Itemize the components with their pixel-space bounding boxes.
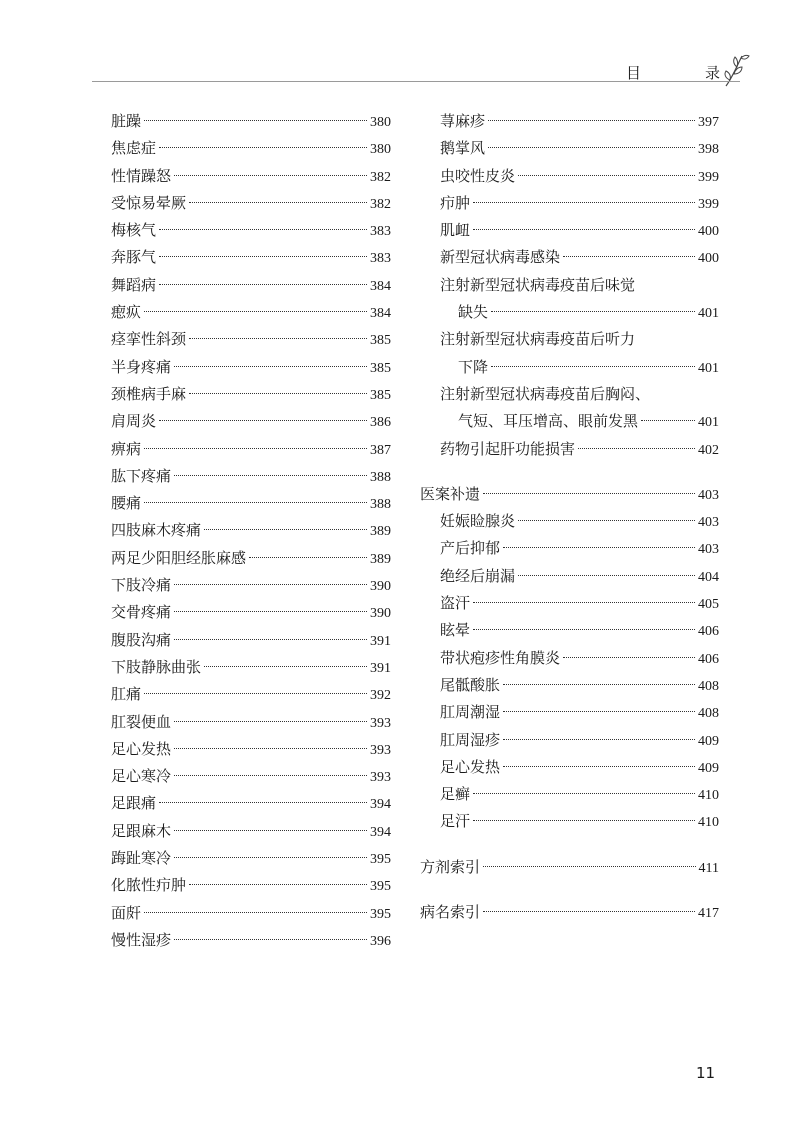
toc-entry-page: 393 — [370, 770, 391, 786]
toc-entry[interactable] — [111, 463, 391, 490]
toc-entry-page: 401 — [698, 306, 719, 322]
toc-entry-label: 面皯 — [111, 903, 142, 922]
leader-dots — [483, 911, 695, 912]
leader-dots — [563, 256, 695, 257]
plant-sprig-icon — [722, 52, 752, 88]
toc-entry-page: 390 — [370, 606, 391, 622]
toc-entry-label: 四肢麻木疼痛 — [111, 521, 202, 540]
leader-dots — [174, 639, 367, 640]
toc-entry-label: 腹股沟痛 — [111, 630, 172, 649]
leader-dots — [491, 311, 695, 312]
toc-entry-label: 虫咬性皮炎 — [440, 166, 516, 185]
toc-entry[interactable] — [111, 927, 391, 954]
toc-entry-label: 奔豚气 — [111, 248, 157, 267]
toc-entry-label: 下肢静脉曲张 — [111, 657, 202, 676]
toc-entry-label: 足跟痛 — [111, 794, 157, 813]
toc-entry-label: 肌衄 — [440, 221, 471, 240]
leader-dots — [473, 602, 695, 603]
toc-entry-page: 389 — [370, 524, 391, 540]
leader-dots — [491, 366, 695, 367]
section-label: 方剂索引 — [420, 857, 481, 876]
toc-entry[interactable] — [111, 272, 391, 299]
toc-entry-label: 新型冠状病毒感染 — [440, 248, 561, 267]
toc-entry-page: 408 — [698, 678, 719, 694]
toc-entry-multiline[interactable] — [420, 272, 719, 327]
toc-entry[interactable] — [111, 217, 391, 244]
leader-dots — [204, 666, 367, 667]
toc-entry-page: 404 — [698, 569, 719, 585]
toc-entry-label-line2: 下降 — [458, 357, 489, 376]
toc-entry[interactable] — [111, 654, 391, 681]
leader-dots — [174, 721, 367, 722]
leader-dots — [174, 611, 367, 612]
toc-entry-label: 肱下疼痛 — [111, 466, 172, 485]
toc-entry[interactable] — [420, 727, 719, 754]
leader-dots — [144, 448, 367, 449]
leader-dots — [144, 311, 367, 312]
toc-entry[interactable] — [111, 381, 391, 408]
leader-dots — [473, 793, 695, 794]
running-header-title — [626, 62, 720, 83]
leader-dots — [159, 802, 367, 803]
toc-entry[interactable] — [111, 436, 391, 463]
toc-entry-label-line1: 注射新型冠状病毒疫苗后胸闷、 — [440, 384, 651, 403]
toc-entry[interactable] — [420, 436, 719, 463]
section-label: 医案补遗 — [420, 484, 481, 503]
toc-entry-page: 405 — [698, 597, 719, 613]
toc-entry-label: 足跟麻木 — [111, 821, 172, 840]
toc-entry-label: 半身疼痛 — [111, 357, 172, 376]
toc-entry-page: 393 — [370, 715, 391, 731]
toc-entry[interactable] — [111, 326, 391, 353]
toc-entry[interactable] — [420, 645, 719, 672]
toc-entry-page: 396 — [370, 933, 391, 949]
toc-entry-label: 交骨疼痛 — [111, 603, 172, 622]
toc-entry-label: 化脓性疖肿 — [111, 876, 187, 895]
leader-dots — [189, 884, 367, 885]
toc-entry[interactable] — [420, 699, 719, 726]
toc-entry-page: 382 — [370, 169, 391, 185]
toc-entry-page: 393 — [370, 742, 391, 758]
toc-entry-page: 397 — [698, 115, 719, 130]
toc-entry-page: 380 — [370, 115, 391, 130]
toc-entry-page: 408 — [698, 706, 719, 722]
leader-dots — [174, 857, 367, 858]
leader-dots — [488, 147, 695, 148]
toc-entry-label: 药物引起肝功能损害 — [440, 439, 576, 458]
toc-entry[interactable] — [111, 135, 391, 162]
section-page: 403 — [698, 487, 719, 503]
header-rule — [92, 81, 740, 82]
toc-entry-label: 瘛疭 — [111, 303, 142, 322]
leader-dots — [174, 584, 367, 585]
toc-entry-label: 绝经后崩漏 — [440, 566, 516, 585]
leader-dots — [144, 693, 367, 694]
toc-entry-label: 产后抑郁 — [440, 539, 501, 558]
leader-dots — [249, 557, 367, 558]
leader-dots — [488, 120, 695, 121]
leader-dots — [174, 939, 367, 940]
toc-entry-multiline[interactable] — [420, 381, 719, 436]
toc-entry-label: 踇趾寒冷 — [111, 849, 172, 868]
toc-entry-page: 392 — [370, 688, 391, 704]
toc-entry-page: 385 — [370, 387, 391, 403]
toc-entry-page: 403 — [698, 515, 719, 531]
toc-entry-label: 两足少阳胆经胀麻感 — [111, 548, 247, 567]
toc-entry-label: 带状疱疹性角膜炎 — [440, 648, 561, 667]
toc-entry-label: 痉挛性斜颈 — [111, 330, 187, 349]
leader-dots — [518, 175, 695, 176]
toc-entry-label: 足汗 — [440, 812, 471, 831]
toc-entry-page: 400 — [698, 251, 719, 267]
toc-entry[interactable] — [111, 108, 391, 135]
toc-entry[interactable] — [111, 709, 391, 736]
toc-entry[interactable] — [420, 508, 719, 535]
toc-entry-page: 410 — [698, 815, 719, 831]
leader-dots — [174, 775, 367, 776]
toc-entry-line2 — [420, 354, 719, 381]
toc-entry[interactable] — [111, 545, 391, 572]
toc-entry[interactable] — [111, 790, 391, 817]
toc-entry-page: 406 — [698, 651, 719, 667]
toc-entry[interactable] — [111, 627, 391, 654]
toc-entry-page: 383 — [370, 251, 391, 267]
toc-entry[interactable] — [111, 872, 391, 899]
leader-dots — [473, 202, 695, 203]
toc-entry-page: 395 — [370, 906, 391, 922]
toc-entry-page: 402 — [698, 442, 719, 458]
leader-dots — [189, 393, 367, 394]
toc-entry-page: 409 — [698, 760, 719, 776]
toc-entry-page: 384 — [370, 278, 391, 294]
toc-entry-page: 386 — [370, 415, 391, 431]
section-page: 411 — [698, 860, 719, 876]
toc-entry[interactable] — [420, 563, 719, 590]
leader-dots — [473, 229, 695, 230]
toc-entry-label: 妊娠睑腺炎 — [440, 512, 516, 531]
leader-dots — [159, 229, 367, 230]
toc-entry[interactable] — [111, 517, 391, 544]
toc-entry-page: 385 — [370, 333, 391, 349]
leader-dots — [503, 547, 695, 548]
toc-entry-page: 395 — [370, 879, 391, 895]
toc-entry[interactable] — [111, 354, 391, 381]
leader-dots — [189, 338, 367, 339]
toc-entry[interactable] — [111, 900, 391, 927]
toc-entry-page: 384 — [370, 306, 391, 322]
toc-entry[interactable] — [420, 244, 719, 271]
toc-entry-page: 391 — [370, 660, 391, 676]
leader-dots — [159, 420, 367, 421]
toc-entry-label-line2: 缺失 — [458, 303, 489, 322]
toc-entry[interactable] — [111, 736, 391, 763]
leader-dots — [503, 739, 695, 740]
toc-entry-label: 足心发热 — [440, 757, 501, 776]
leader-dots — [144, 502, 367, 503]
toc-entry[interactable] — [111, 490, 391, 517]
toc-entry-label: 慢性湿疹 — [111, 930, 172, 949]
toc-entry-label: 尾骶酸胀 — [440, 675, 501, 694]
toc-entry-label: 受惊易晕厥 — [111, 193, 187, 212]
toc-entry-page: 389 — [370, 551, 391, 567]
toc-entry-page: 398 — [698, 142, 719, 158]
toc-entry-label: 颈椎病手麻 — [111, 384, 187, 403]
toc-entry-page: 388 — [370, 469, 391, 485]
leader-dots — [518, 575, 695, 576]
leader-dots — [174, 366, 367, 367]
toc-entry-label: 肛裂便血 — [111, 712, 172, 731]
toc-entry[interactable] — [111, 299, 391, 326]
toc-entry[interactable] — [111, 408, 391, 435]
toc-entry-page: 380 — [370, 142, 391, 158]
toc-entry[interactable] — [111, 244, 391, 271]
toc-entry[interactable] — [111, 681, 391, 708]
toc-entry[interactable] — [420, 754, 719, 781]
toc-entry-page: 385 — [370, 360, 391, 376]
toc-entry-page: 394 — [370, 797, 391, 813]
leader-dots — [503, 684, 695, 685]
toc-right-column — [420, 108, 719, 926]
toc-entry[interactable] — [420, 808, 719, 835]
toc-entry-label: 眩晕 — [440, 621, 471, 640]
toc-entry-page: 400 — [698, 224, 719, 240]
leader-dots — [174, 475, 367, 476]
leader-dots — [144, 912, 367, 913]
leader-dots — [563, 657, 695, 658]
toc-entry-line2 — [420, 408, 719, 435]
toc-entry-label: 焦虑症 — [111, 139, 157, 158]
leader-dots — [159, 284, 367, 285]
leader-dots — [159, 256, 367, 257]
toc-entry-label: 足心发热 — [111, 739, 172, 758]
toc-entry-label-line2: 气短、耳压增高、眼前发黑 — [458, 412, 639, 431]
toc-entry-page: 395 — [370, 852, 391, 868]
toc-entry[interactable] — [420, 590, 719, 617]
toc-entry-label: 舞蹈病 — [111, 275, 157, 294]
toc-entry[interactable] — [111, 163, 391, 190]
toc-entry-page: 391 — [370, 633, 391, 649]
toc-entry[interactable] — [420, 135, 719, 162]
toc-entry-page: 382 — [370, 196, 391, 212]
toc-entry-label: 脏躁 — [111, 112, 142, 130]
toc-entry-label: 盗汗 — [440, 594, 471, 613]
toc-entry[interactable] — [111, 599, 391, 626]
toc-section-supplement[interactable] — [420, 481, 719, 508]
toc-entry-page: 409 — [698, 733, 719, 749]
leader-dots — [473, 820, 695, 821]
section-label: 病名索引 — [420, 903, 481, 922]
toc-section-formula-index[interactable] — [420, 854, 719, 881]
toc-entry[interactable] — [420, 190, 719, 217]
toc-entry-label-line1: 注射新型冠状病毒疫苗后听力 — [440, 330, 636, 349]
toc-entry[interactable] — [111, 818, 391, 845]
toc-entry-label: 肛痛 — [111, 685, 142, 704]
toc-entry-page: 390 — [370, 579, 391, 595]
leader-dots — [503, 711, 695, 712]
toc-entry[interactable] — [111, 190, 391, 217]
leader-dots — [174, 748, 367, 749]
toc-entry-label: 足心寒冷 — [111, 767, 172, 786]
toc-entry-page: 388 — [370, 497, 391, 513]
leader-dots — [641, 420, 695, 421]
leader-dots — [578, 448, 695, 449]
toc-entry-label: 痹病 — [111, 439, 142, 458]
toc-entry-page: 399 — [698, 169, 719, 185]
toc-entry-page: 410 — [698, 788, 719, 804]
toc-entry-label: 疖肿 — [440, 193, 471, 212]
toc-entry-page: 387 — [370, 442, 391, 458]
leader-dots — [204, 529, 367, 530]
toc-entry-page: 394 — [370, 824, 391, 840]
leader-dots — [518, 520, 695, 521]
leader-dots — [503, 766, 695, 767]
toc-entry[interactable] — [420, 217, 719, 244]
toc-entry-label: 肛周湿疹 — [440, 730, 501, 749]
toc-entry[interactable] — [420, 108, 719, 135]
section-page: 417 — [698, 906, 719, 922]
toc-entry-label: 鹅掌风 — [440, 139, 486, 158]
toc-entry[interactable] — [420, 781, 719, 808]
toc-entry-label: 性情躁怒 — [111, 166, 172, 185]
leader-dots — [159, 147, 367, 148]
toc-entry-label: 肛周潮湿 — [440, 703, 501, 722]
toc-entry-page: 406 — [698, 624, 719, 640]
toc-entry[interactable] — [111, 845, 391, 872]
toc-entry[interactable] — [111, 572, 391, 599]
leader-dots — [483, 866, 696, 867]
toc-entry-label: 梅核气 — [111, 221, 157, 240]
toc-entry-label-line1: 注射新型冠状病毒疫苗后味觉 — [440, 275, 636, 294]
toc-entry-page: 399 — [698, 196, 719, 212]
toc-entry-label: 足癣 — [440, 785, 471, 804]
leader-dots — [189, 202, 367, 203]
leader-dots — [174, 175, 367, 176]
toc-entry-label: 肩周炎 — [111, 412, 157, 431]
header-char-1: 目 — [626, 64, 642, 82]
leader-dots — [473, 629, 695, 630]
toc-entry[interactable] — [420, 672, 719, 699]
toc-section-disease-index[interactable] — [420, 899, 719, 926]
leader-dots — [483, 493, 695, 494]
toc-entry-line2 — [420, 299, 719, 326]
toc-left-column — [111, 108, 391, 954]
toc-entry-label: 下肢冷痛 — [111, 576, 172, 595]
toc-entry[interactable] — [111, 763, 391, 790]
page-number: 11 — [696, 1064, 716, 1082]
toc-entry[interactable] — [420, 617, 719, 644]
toc-entry-page: 383 — [370, 224, 391, 240]
toc-entry[interactable] — [420, 535, 719, 562]
toc-entry-label: 荨麻疹 — [440, 112, 486, 130]
toc-entry-multiline[interactable] — [420, 326, 719, 381]
header-char-2: 录 — [704, 64, 720, 82]
toc-entry[interactable] — [420, 163, 719, 190]
toc-entry-label: 腰痛 — [111, 494, 142, 513]
toc-entry-page: 401 — [698, 415, 719, 431]
leader-dots — [144, 120, 367, 121]
toc-entry-page: 403 — [698, 542, 719, 558]
toc-entry-page: 401 — [698, 360, 719, 376]
leader-dots — [174, 830, 367, 831]
